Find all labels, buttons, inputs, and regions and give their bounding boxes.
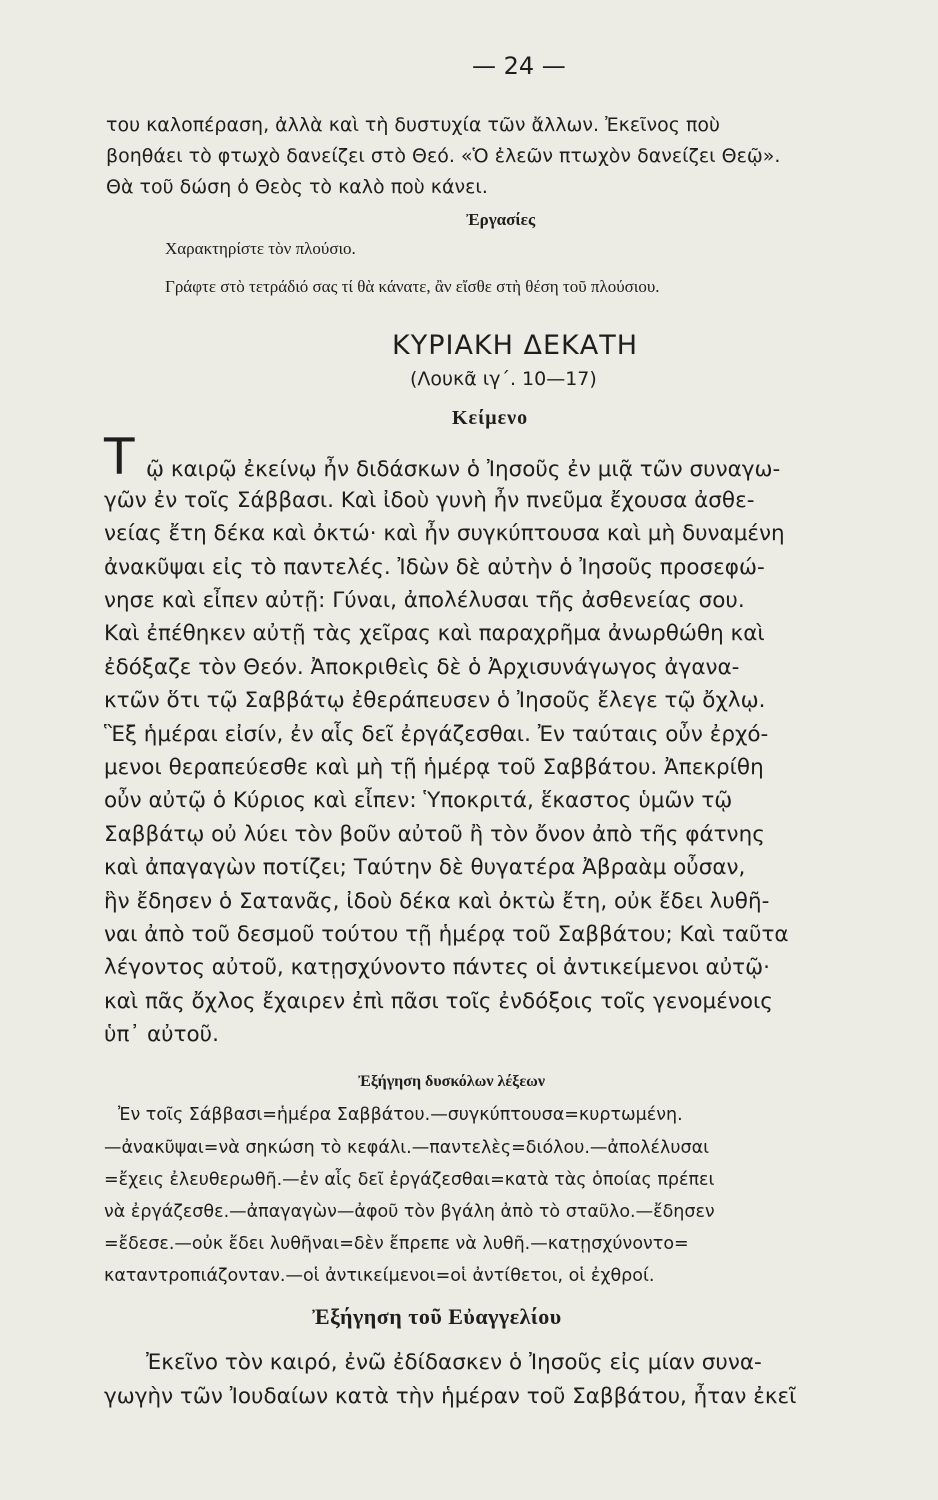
- body-line-4: ἀνακῦψαι εἰς τὸ παντελές. Ἰδὼν δὲ αὐτὴν ὁ Ἰησοῦς προσεφώ-: [104, 555, 765, 580]
- tasks-heading: Ἐργασίες: [466, 210, 536, 229]
- body-line-10: μενοι θεραπεύεσθε καὶ μὴ τῇ ἡμέρᾳ τοῦ Σαββάτου. Ἀπεκρίθη: [104, 755, 764, 780]
- body-line-13: καὶ ἀπαγαγὼν ποτίζει; Ταύτην δὲ θυγατέρα Ἀβραὰμ οὖσαν,: [104, 855, 746, 880]
- body-line-5: νησε καὶ εἶπεν αὐτῇ: Γύναι, ἀπολέλυσαι τῆς ἀσθενείας σου.: [104, 588, 745, 613]
- exegesis-line-1: Ἐκεῖνο τὸν καιρό, ἐνῶ ἐδίδασκεν ὁ Ἰησοῦς εἰς μίαν συνα-: [146, 1350, 762, 1375]
- body-line-3: νείας ἔτη δέκα καὶ ὀκτώ· καὶ ἦν συγκύπτουσα καὶ μὴ δυναμένη: [104, 521, 785, 546]
- intro-line-1: του καλοπέραση, ἀλλὰ καὶ τὴ δυστυχία τῶν ἄλλων. Ἐκεῖνος ποὺ: [106, 114, 721, 136]
- task-2: Γράφτε στὸ τετράδιό σας τί θὰ κάνατε, ἂν εἴσθε στὴ θέση τοῦ πλούσιου.: [165, 277, 660, 296]
- body-line-15: ναι ἀπὸ τοῦ δεσμοῦ τούτου τῇ ἡμέρᾳ τοῦ Σαββάτου; Καὶ ταῦτα: [104, 922, 789, 947]
- drop-cap: Τ: [104, 428, 135, 486]
- body-line-16: λέγοντος αὐτοῦ, κατῃσχύνοντο πάντες οἱ ἀντικείμενοι αὐτῷ·: [104, 955, 770, 980]
- intro-line-3: Θὰ τοῦ δώση ὁ Θεὸς τὸ καλὸ ποὺ κάνει.: [106, 176, 488, 198]
- body-line-6: Καὶ ἐπέθηκεν αὐτῇ τὰς χεῖρας καὶ παραχρῆμα ἀνωρθώθη καὶ: [104, 621, 765, 646]
- glossary-line-5: =ἔδεσε.—οὐκ ἔδει λυθῆναι=δὲν ἔπρεπε νὰ λυθῆ.—κατῃσχύνοντο=: [104, 1234, 689, 1254]
- glossary-heading: Ἐξήγηση δυσκόλων λέξεων: [358, 1073, 545, 1090]
- intro-line-2: βοηθάει τὸ φτωχὸ δανείζει στὸ Θεό. «Ὁ ἐλεῶν πτωχὸν δανείζει Θεῷ».: [106, 145, 781, 167]
- body-line-18: ὑπ᾽ αὐτοῦ.: [104, 1022, 219, 1047]
- exegesis-line-2: γωγὴν τῶν Ἰουδαίων κατὰ τὴν ἡμέραν τοῦ Σαββάτου, ἦταν ἐκεῖ: [104, 1384, 797, 1409]
- exegesis-heading: Ἐξήγηση τοῦ Εὐαγγελίου: [312, 1304, 562, 1329]
- body-line-9: Ἓξ ἡμέραι εἰσίν, ἐν αἷς δεῖ ἐργάζεσθαι. Ἐν ταύταις οὖν ἐρχό-: [104, 722, 769, 747]
- text-heading: Κείμενο: [452, 407, 529, 429]
- page-number: — 24 —: [472, 52, 566, 80]
- task-1: Χαρακτηρίστε τὸν πλούσιο.: [165, 239, 356, 258]
- body-line-11: οὖν αὐτῷ ὁ Κύριος καὶ εἶπεν: Ὑποκριτά, ἕκαστος ὑμῶν τῷ: [104, 788, 733, 813]
- sunday-title: ΚΥΡΙΑΚΗ ΔΕΚΑΤΗ: [392, 330, 639, 361]
- body-line-17: καὶ πᾶς ὄχλος ἔχαιρεν ἐπὶ πᾶσι τοῖς ἐνδόξοις τοῖς γενομένοις: [104, 989, 773, 1014]
- glossary-line-4: νὰ ἐργάζεσθε.—ἀπαγαγὼν—ἀφοῦ τὸν βγάλη ἀπὸ τὸ σταῦλο.—ἔδησεν: [104, 1202, 715, 1222]
- glossary-line-3: =ἔχεις ἐλευθερωθῆ.—ἐν αἷς δεῖ ἐργάζεσθαι=κατὰ τὰς ὁποίας πρέπει: [104, 1170, 715, 1190]
- sunday-reference: (Λουκᾶ ιγ΄. 10—17): [410, 368, 597, 390]
- body-line-8: κτῶν ὅτι τῷ Σαββάτῳ ἐθεράπευσεν ὁ Ἰησοῦς ἔλεγε τῷ ὄχλῳ.: [104, 688, 766, 713]
- body-line-7: ἐδόξαζε τὸν Θεόν. Ἀποκριθεὶς δὲ ὁ Ἀρχισυνάγωγος ἀγανα-: [104, 655, 740, 680]
- body-line-1: ῷ καιρῷ ἐκείνῳ ἦν διδάσκων ὁ Ἰησοῦς ἐν μιᾷ τῶν συναγω-: [146, 457, 781, 482]
- glossary-line-1: Ἐν τοῖς Σάββασι=ἡμέρα Σαββάτου.—συγκύπτουσα=κυρτωμένη.: [118, 1105, 683, 1125]
- glossary-line-2: —ἀνακῦψαι=νὰ σηκώση τὸ κεφάλι.—παντελὲς=διόλου.—ἀπολέλυσαι: [104, 1138, 710, 1158]
- glossary-line-6: καταντροπιάζονταν.—οἱ ἀντικείμενοι=οἱ ἀντίθετοι, οἱ ἐχθροί.: [104, 1266, 655, 1286]
- body-line-12: Σαββάτῳ οὐ λύει τὸν βοῦν αὐτοῦ ἢ τὸν ὄνον ἀπὸ τῆς φάτνης: [104, 822, 765, 847]
- body-line-2: γῶν ἐν τοῖς Σάββασι. Καὶ ἰδοὺ γυνὴ ἦν πνεῦμα ἔχουσα ἀσθε-: [104, 488, 755, 513]
- body-line-14: ἣν ἔδησεν ὁ Σατανᾶς, ἰδοὺ δέκα καὶ ὀκτὼ ἔτη, οὐκ ἔδει λυθῆ-: [104, 889, 770, 914]
